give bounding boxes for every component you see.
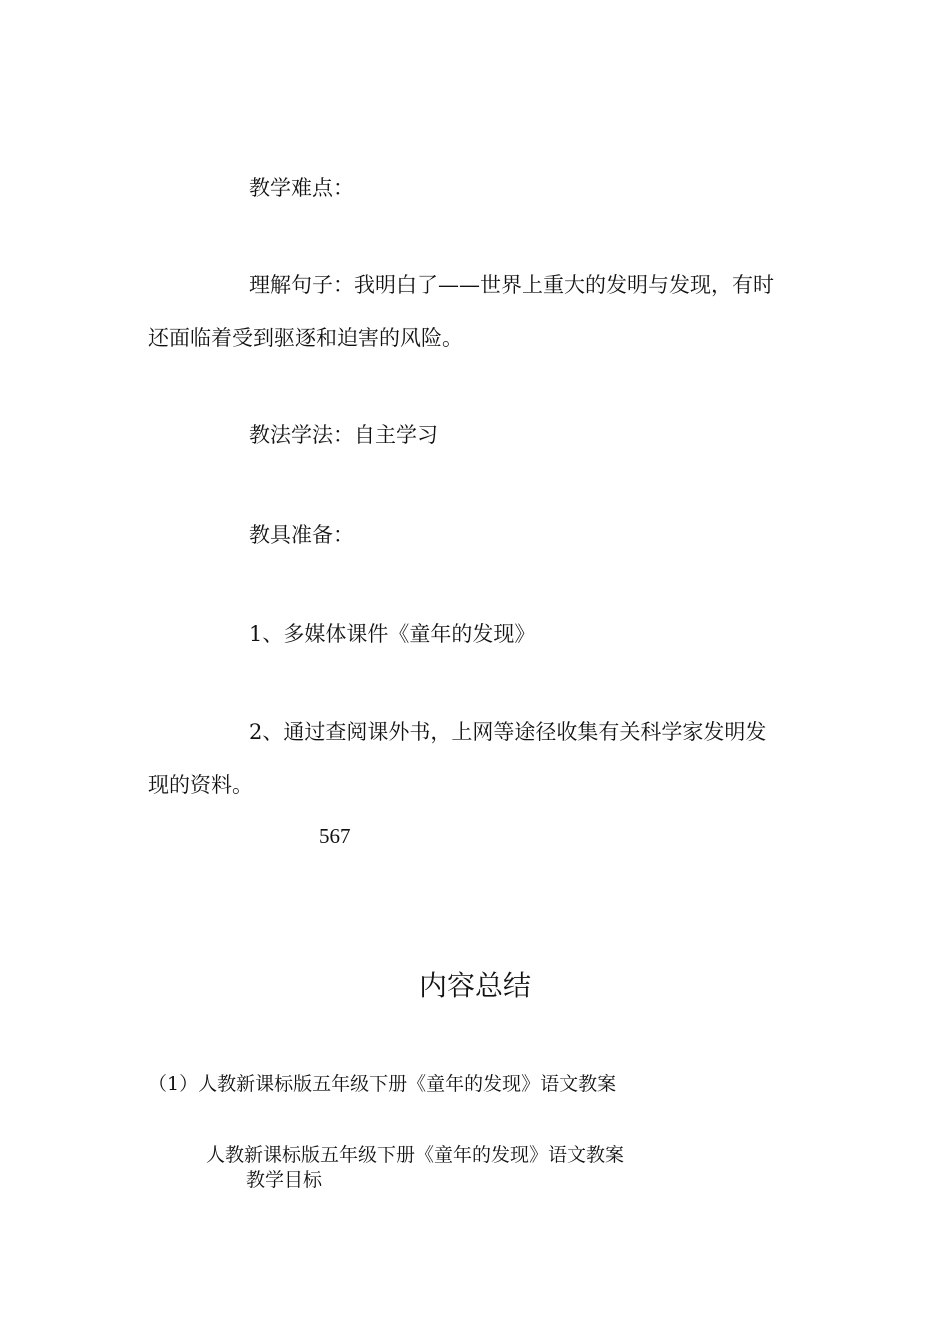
tool-item-2-line-1: 2、通过查阅课外书，上网等途径收集有关科学家发明发 bbox=[249, 720, 767, 744]
difficulty-heading: 教学难点： bbox=[249, 176, 354, 200]
difficulty-text-line-2: 还面临着受到驱逐和迫害的风险。 bbox=[148, 326, 463, 350]
summary-item-1: （1）人教新课标版五年级下册《童年的发现》语文教案 bbox=[148, 1073, 617, 1095]
difficulty-text-line-1: 理解句子：我明白了——世界上重大的发明与发现，有时 bbox=[249, 273, 774, 297]
page-number: 567 bbox=[319, 824, 351, 848]
summary-subheading: 教学目标 bbox=[246, 1169, 323, 1191]
summary-title: 内容总结 bbox=[419, 969, 532, 1002]
summary-subtitle: 人教新课标版五年级下册《童年的发现》语文教案 bbox=[206, 1144, 625, 1166]
tool-item-1: 1、多媒体课件《童年的发现》 bbox=[249, 622, 536, 646]
tool-item-2-line-2: 现的资料。 bbox=[148, 773, 253, 797]
teaching-method: 教法学法：自主学习 bbox=[249, 423, 438, 447]
tools-heading: 教具准备： bbox=[249, 523, 354, 547]
